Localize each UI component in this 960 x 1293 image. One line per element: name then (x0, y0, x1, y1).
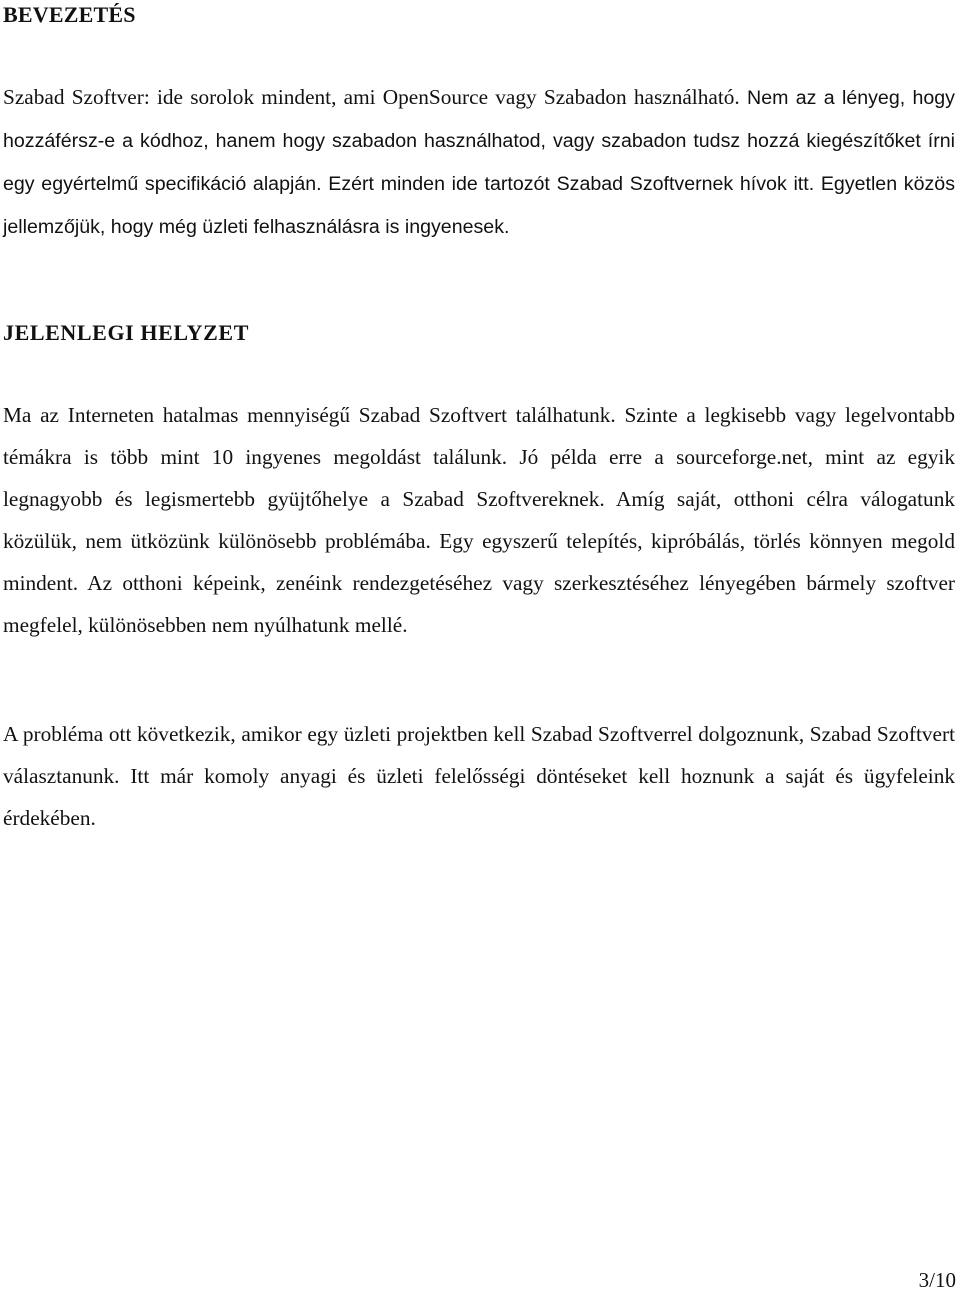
intro-paragraph (3, 76, 955, 248)
current-situation-paragraph-1: Ma az Interneten hatalmas mennyiségű Szabad Szoftvert találhatunk. Szinte a legkisebb vagy legelvontabb témákra is több mint 10 ingyenes megoldást találunk. Jó példa erre a sourceforge.net, mint az egyik legnagyobb és legismertebb gyüjtőhelye a Szabad Szoftvereknek. Amíg saját, otthoni célra válogatunk közülük, nem ütközünk különösebb problémába. Egy egyszerű telepítés, kipróbálás, törlés könnyen megold mindent. Az otthoni képeink, zenéink rendezgetéséhez vagy szerkesztéséhez lényegében bármely szoftver megfelel, különösebben nem nyúlhatunk mellé. (3, 403, 955, 637)
current-situation-paragraph-2: A probléma ott következik, amikor egy üzleti projektben kell Szabad Szoftverrel dolgoznunk, Szabad Szoftvert választanunk. Itt már komoly anyagi és üzleti felelősségi döntéseket kell hoznunk a saját és ügyfeleink érdekében. (3, 722, 955, 830)
page-number: 3/10 (918, 1268, 956, 1292)
free-software-term: Szabad Szoftver (3, 85, 144, 109)
intro-serif-text: : ide sorolok mindent, ami OpenSource vagy Szabadon használható. (143, 85, 740, 109)
section-heading-current-situation: JELENLEGI HELYZET (3, 320, 249, 345)
section-heading-intro: BEVEZETÉS (3, 2, 136, 27)
intro-sans-text: Nem az a lényeg, hogy hozzáférsz-e a kódhoz, hanem hogy szabadon használhatod, vagy szabadon tudsz hozzá kiegészítőket írni egy egyértelmű specifikáció alapján. Ezért minden ide tartozót Szabad Szoftvernek hívok itt. Egyetlen közös jellemzőjük, hogy még üzleti felhasználásra is ingyenesek. (3, 87, 955, 238)
